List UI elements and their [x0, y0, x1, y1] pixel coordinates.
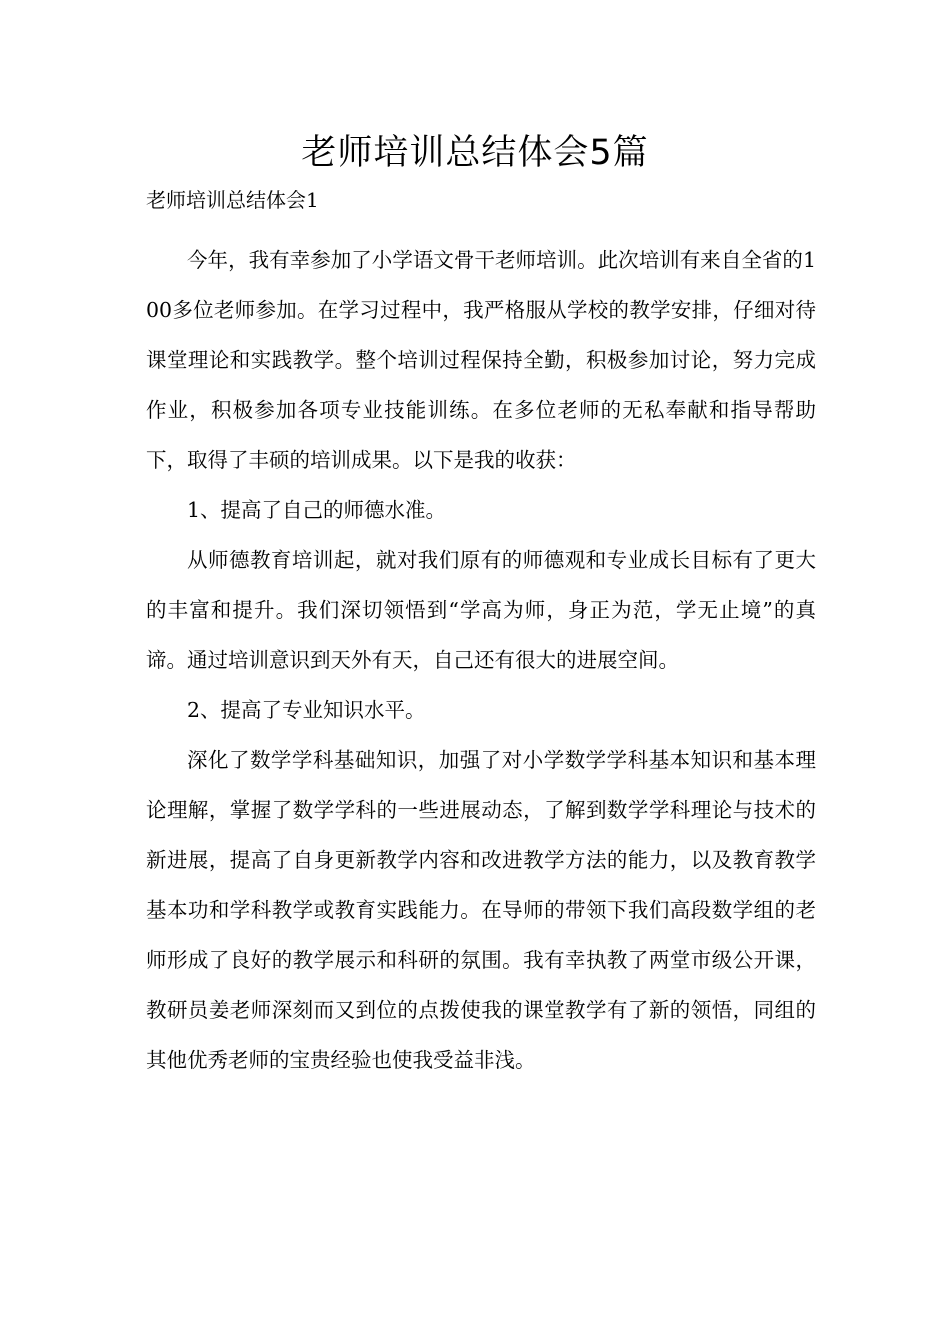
- paragraph-intro: 今年，我有幸参加了小学语文骨干老师培训。此次培训有来自全省的100多位老师参加。在学习过程中，我严格服从学校的教学安排，仔细对待课堂理论和实践教学。整个培训过程保持全勤，积极参加讨论，努力完成作业，积极参加各项专业技能训练。在多位老师的无私奉献和指导帮助下，取得了丰硕的培训成果。以下是我的收获：: [146, 248, 816, 472]
- paragraph-point-2-detail: 深化了数学学科基础知识，加强了对小学数学学科基本知识和基本理论理解，掌握了数学学科的一些进展动态，了解到数学学科理论与技术的新进展，提高了自身更新教学内容和改进教学方法的能力，以及教育教学基本功和学科教学或教育实践能力。在导师的带领下我们高段数学组的老师形成了良好的教学展示和科研的氛围。我有幸执教了两堂市级公开课，教研员姜老师深刻而又到位的点拨使我的课堂教学有了新的领悟，同组的其他优秀老师的宝贵经验也使我受益非浅。: [146, 748, 816, 1072]
- paragraph-point-2: 2、提高了专业知识水平。: [187, 698, 426, 722]
- paragraph-point-1-detail: 从师德教育培训起，就对我们原有的师德观和专业成长目标有了更大的丰富和提升。我们深切领悟到“学高为师，身正为范，学无止境”的真谛。通过培训意识到天外有天，自己还有很大的进展空间。: [146, 548, 816, 672]
- document-body: [146, 235, 816, 1085]
- document-title: 老师培训总结体会5篇: [301, 133, 649, 173]
- paragraph-point-1: 1、提高了自己的师德水准。: [187, 498, 447, 522]
- section-heading: 老师培训总结体会1: [146, 188, 319, 212]
